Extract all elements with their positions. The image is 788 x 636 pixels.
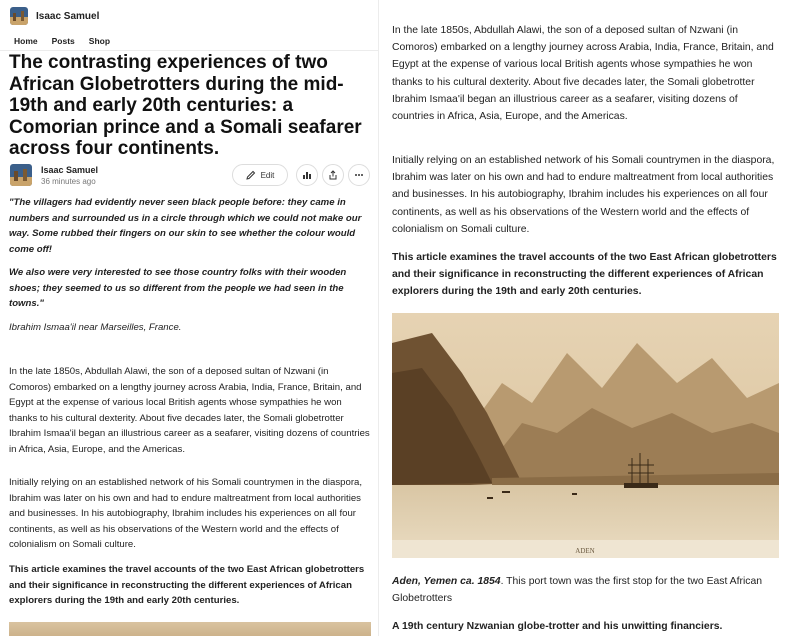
share-button[interactable] — [322, 164, 344, 186]
section-heading: A 19th century Nzwanian globe-trotter and his unwitting financiers. — [392, 621, 723, 632]
quote-attribution: Ibrahim Ismaa'il near Marseilles, France. — [9, 322, 182, 333]
summary-paragraph: This article examines the travel accounts of the two East African globetrotters and their significance in reconstructing the different experiences of African explorers during the 19th and early 20th centuries. — [392, 252, 777, 298]
more-button[interactable] — [348, 164, 370, 186]
bar-chart-icon — [302, 170, 312, 180]
nav-posts[interactable]: Posts — [51, 36, 75, 46]
right-panel — [390, 0, 788, 636]
column-divider — [378, 0, 379, 636]
publication-name[interactable]: Isaac Samuel — [36, 10, 100, 22]
nav-shop[interactable]: Shop — [88, 36, 111, 46]
edit-label: Edit — [260, 170, 275, 180]
post-timestamp: 36 minutes ago — [41, 177, 96, 186]
intro-paragraph: In the late 1850s, Abdullah Alawi, the son of a deposed sultan of Nzwani (in Comoros) embarked on a lengthy journey across Arabia, India, France, Britain, and Egypt at the expense of various local British agents whose sympathies he won thanks to his cultural dexterity. About five decades later, the Somali globetrotter Ibrahim Ismaa'il began an illustrious career as a seafarer, visiting dozens of countries in Africa, Asia, Europe, and the Americas. — [392, 25, 774, 123]
publication-logo[interactable] — [10, 7, 28, 25]
publication-header — [10, 6, 99, 26]
aden-illustration-preview — [9, 622, 371, 636]
intro-paragraph: In the late 1850s, Abdullah Alawi, the son of a deposed sultan of Nzwani (in Comoros) embarked on a lengthy journey across Arabia, India, France, Britain, and Egypt at the expense of various local British agents whose sympathies he won thanks to his cultural dexterity. About five decades later, the Somali globetrotter Ibrahim Ismaa'il began an illustrious career as a seafarer, visiting dozens of countries in Africa, Asia, Europe, and the Americas. — [9, 366, 370, 455]
top-nav — [14, 36, 124, 46]
pencil-icon — [246, 170, 256, 180]
edit-button[interactable] — [232, 164, 288, 186]
post-title: The contrasting experiences of two African Globetrotters during the mid-19th and early 20th centuries: a Comorian prince and a Somali seafarer across four continents. — [9, 52, 362, 159]
left-panel — [0, 0, 378, 636]
quote-paragraph-1: "The villagers had evidently never seen black people before: they came in numbers and surrounded us in a circle through which we could not make our way. Some rubbed their fingers on our skin to see whether the colour would come off! — [9, 197, 362, 255]
share-icon — [328, 170, 338, 180]
caption-rest: . This port town was the first stop for the two East African Globetrotters — [392, 576, 763, 605]
image-caption-label: ADEN — [575, 547, 595, 555]
ellipsis-icon — [354, 170, 364, 180]
avatar[interactable] — [10, 164, 32, 186]
second-paragraph: Initially relying on an established network of his Somali countrymen in the diaspora, Ibrahim was later on his own and had to endure maltreatment from local authorities and businesses. In his autobiography, Ibrahim includes his experiences on all four continents, as well as his observations of the Western world and the effects of colonialism on Somali culture. — [392, 155, 775, 235]
quote-paragraph-2: We also were very interested to see those country folks with their wooden shoes; they seemed to us so different from the people we had seen in the towns." — [9, 267, 347, 310]
author-name[interactable]: Isaac Samuel — [41, 165, 99, 175]
aden-illustration[interactable] — [392, 313, 779, 558]
second-paragraph: Initially relying on an established network of his Somali countrymen in the diaspora, Ibrahim was later on his own and had to endure maltreatment from local authorities and businesses. In his autobiography, Ibrahim includes his experiences on all four continents, as well as his observations of the Western world and the effects of colonialism on Somali culture. — [9, 477, 363, 551]
stats-button[interactable] — [296, 164, 318, 186]
author-row — [10, 164, 370, 188]
nav-home[interactable]: Home — [14, 36, 38, 46]
summary-paragraph: This article examines the travel accounts of the two East African globetrotters and their significance in reconstructing the different experiences of African explorers during the 19th and early 20th centuries. — [9, 564, 365, 607]
image-caption — [392, 573, 780, 607]
nav-divider — [0, 50, 378, 51]
caption-bold: Aden, Yemen ca. 1854 — [392, 576, 501, 587]
